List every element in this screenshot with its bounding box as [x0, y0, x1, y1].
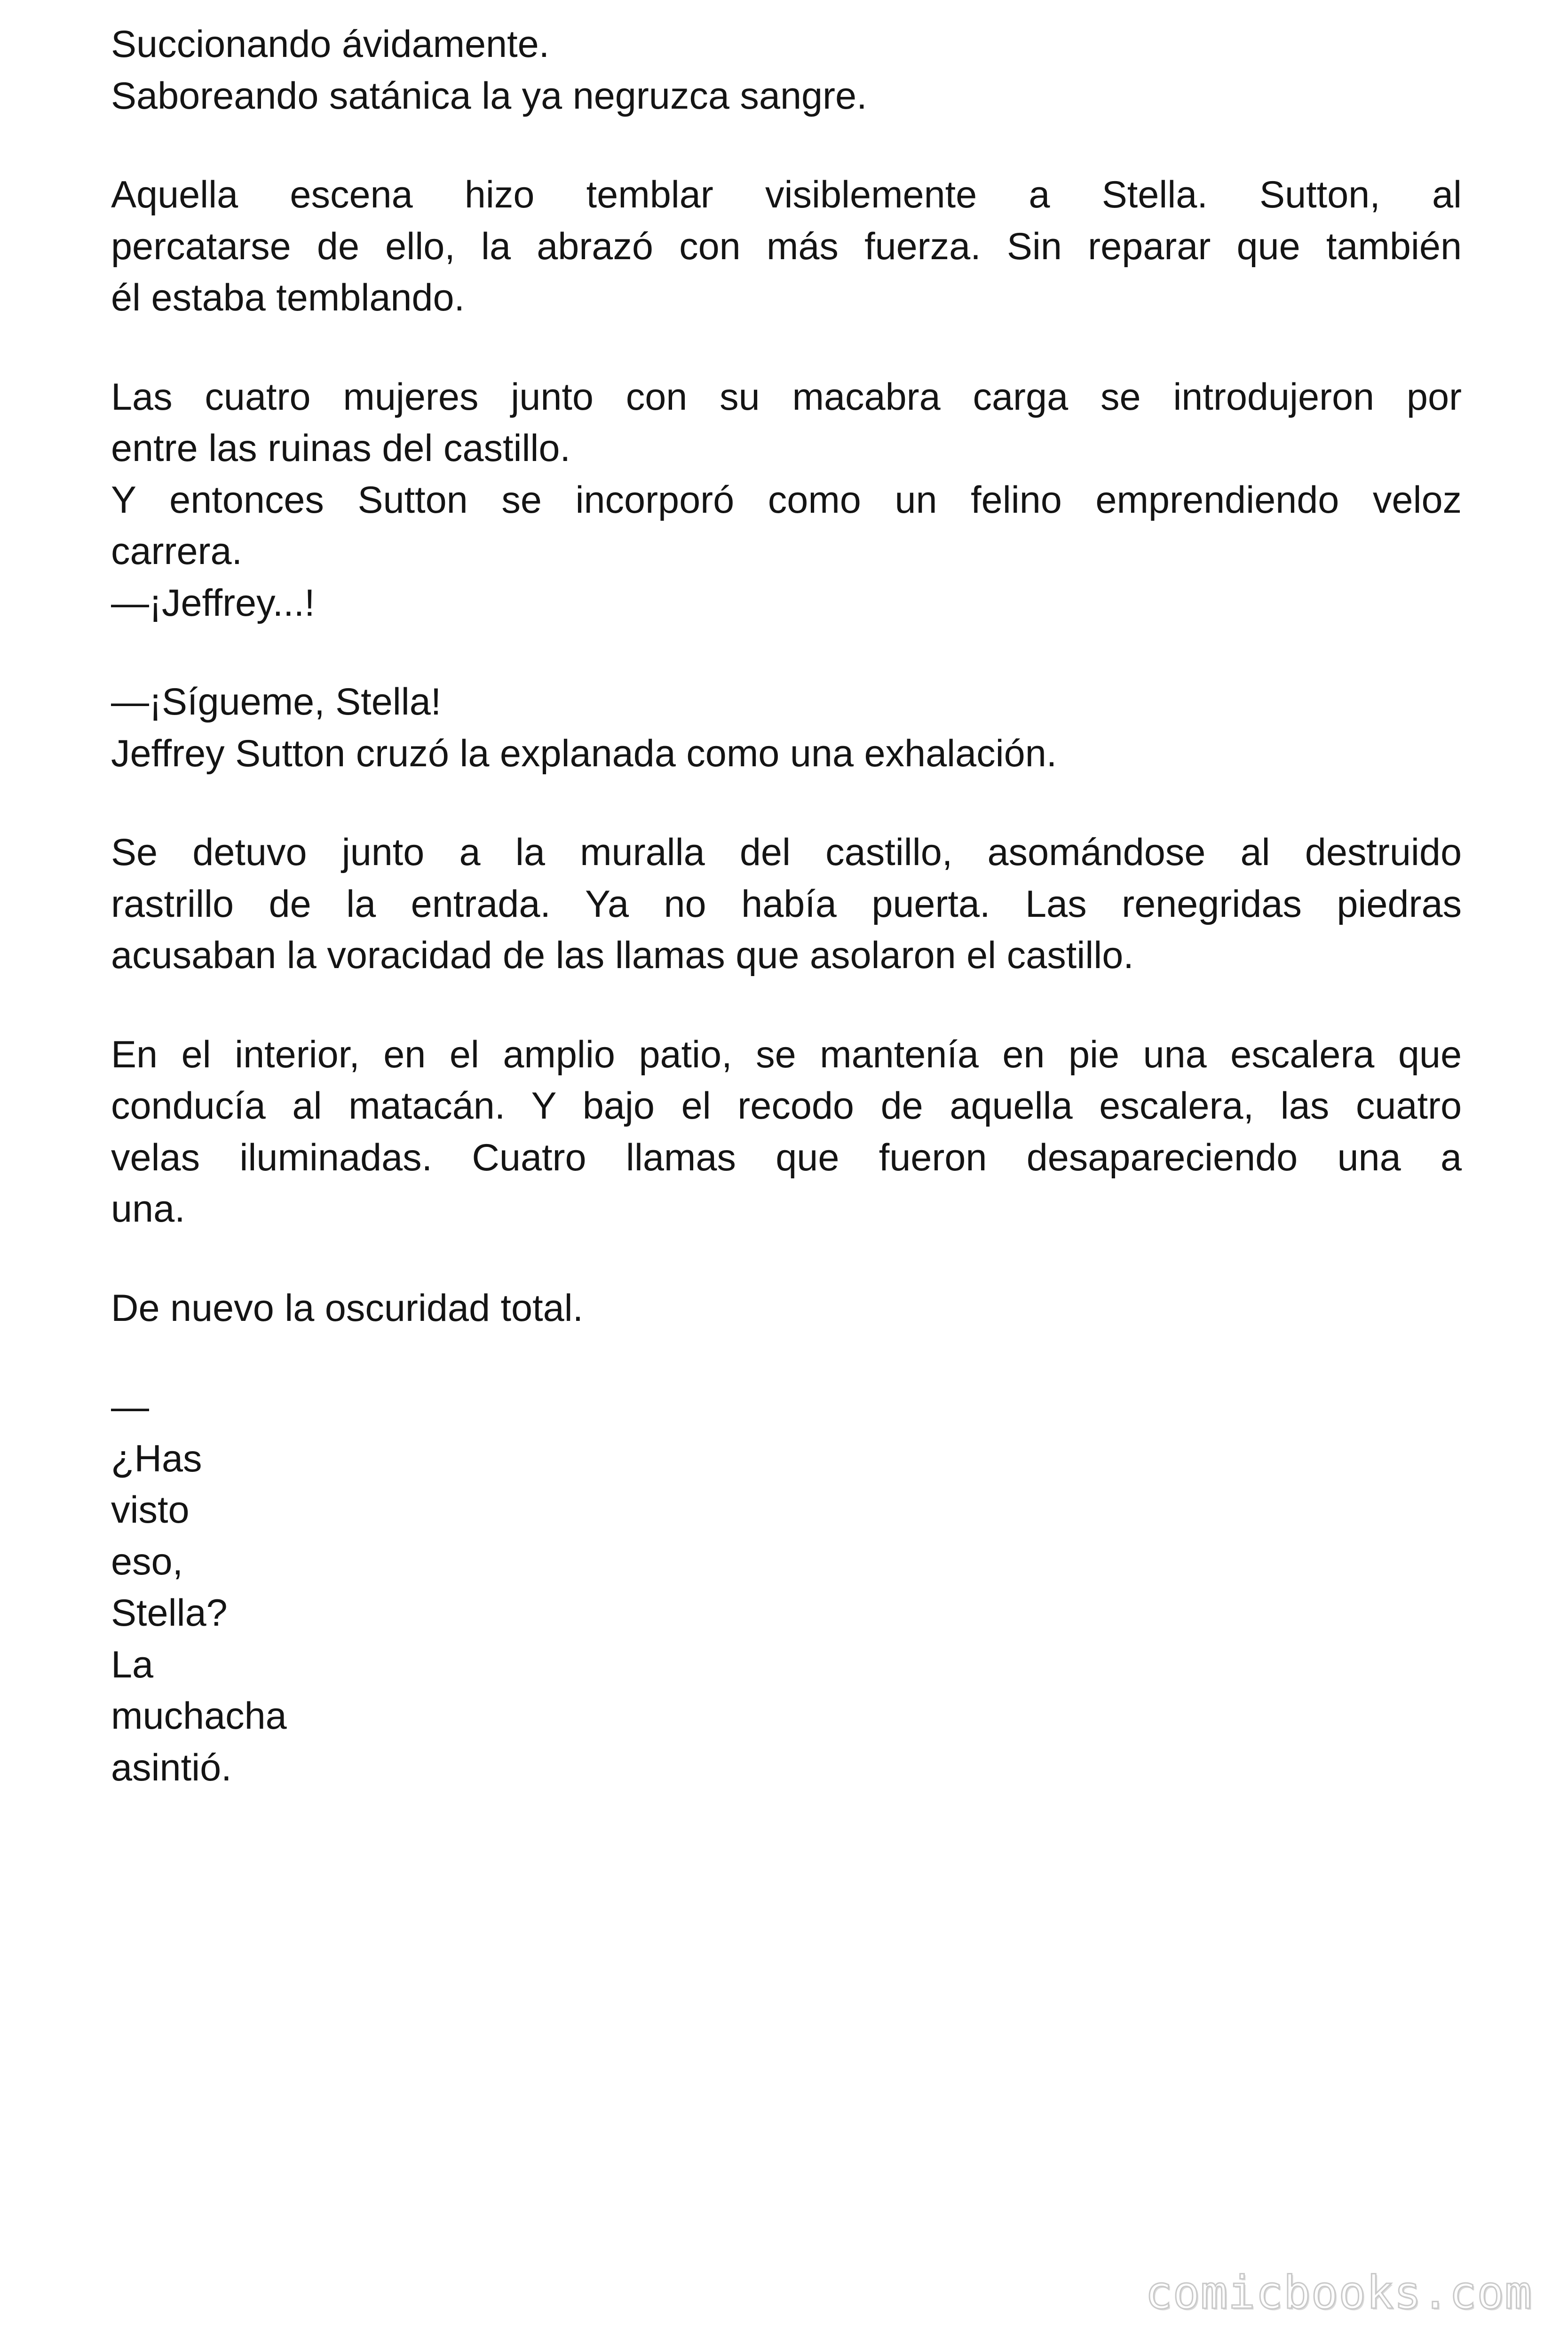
paragraph-2: [111, 169, 1462, 324]
text-line: Se detuvo junto a la muralla del castillo, asomándose al destruido: [111, 831, 1462, 874]
paragraph-6: [111, 1029, 1462, 1235]
text-line: conducía al matacán. Y bajo el recodo de aquella escalera, las cuatro: [111, 1085, 1462, 1127]
text-line: eso,: [111, 1540, 183, 1583]
text-line: asintió.: [111, 1746, 232, 1789]
text-line: De nuevo la oscuridad total.: [111, 1287, 584, 1329]
text-line: —¡Jeffrey...!: [111, 581, 315, 624]
text-line: Y entonces Sutton se incorporó como un felino emprendiendo veloz: [111, 478, 1462, 521]
watermark: comicbooks.com: [1145, 2266, 1532, 2319]
text-line: Saboreando satánica la ya negruzca sangre.: [111, 74, 867, 117]
text-line: acusaban la voracidad de las llamas que asolaron el castillo.: [111, 934, 1134, 977]
text-line: Stella?: [111, 1592, 228, 1634]
paragraph-5: [111, 827, 1462, 982]
paragraph-4: [111, 676, 1462, 779]
text-line: entre las ruinas del castillo.: [111, 427, 570, 469]
paragraph-1: [111, 19, 1462, 122]
text-line: Aquella escena hizo temblar visiblemente a Stella. Sutton, al: [111, 174, 1462, 216]
document-page: [111, 19, 1462, 1794]
text-line: ¿Has: [111, 1437, 202, 1480]
text-line: Jeffrey Sutton cruzó la explanada como una exhalación.: [111, 732, 1057, 775]
text-line: Las cuatro mujeres junto con su macabra carga se introdujeron por: [111, 375, 1462, 418]
paragraph-3: [111, 372, 1462, 629]
text-line: La: [111, 1643, 154, 1686]
text-line: rastrillo de la entrada. Ya no había puerta. Las renegridas piedras: [111, 882, 1462, 925]
text-line: una.: [111, 1188, 185, 1230]
text-line: él estaba temblando.: [111, 277, 465, 319]
paragraph-8: [111, 1382, 1462, 1794]
text-line: —¡Sígueme, Stella!: [111, 681, 442, 723]
text-line: Succionando ávidamente.: [111, 23, 550, 65]
text-line: En el interior, en el amplio patio, se mantenía en pie una escalera que: [111, 1033, 1462, 1076]
text-line: —: [111, 1386, 149, 1428]
text-line: velas iluminadas. Cuatro llamas que fueron desapareciendo una a: [111, 1136, 1462, 1179]
text-line: visto: [111, 1489, 190, 1531]
text-line: muchacha: [111, 1695, 287, 1737]
paragraph-7: [111, 1283, 1462, 1335]
text-line: carrera.: [111, 530, 243, 572]
text-line: percatarse de ello, la abrazó con más fuerza. Sin reparar que también: [111, 225, 1462, 268]
